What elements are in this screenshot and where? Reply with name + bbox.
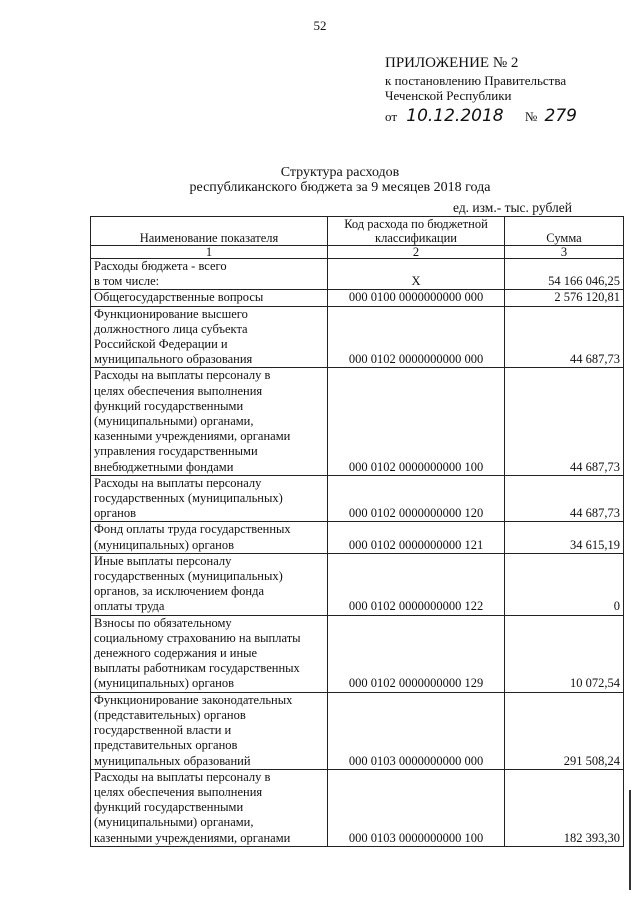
appendix-line-2: Чеченской Республики [385, 88, 512, 103]
table-row [91, 769, 624, 846]
table-row [91, 290, 624, 306]
row-code: 000 0100 0000000000 000 [328, 290, 505, 306]
document-title [0, 165, 640, 195]
row-sum: 182 393,30 [505, 769, 624, 846]
title-line-1: Структура расходов [280, 165, 400, 180]
row-code: 000 0103 0000000000 100 [328, 769, 505, 846]
header-sum: Сумма [505, 217, 624, 246]
title-line-2: республиканского бюджета за 9 месяцев 2018 года [189, 180, 491, 195]
header-code: Код расхода по бюджетной классификации [328, 217, 505, 246]
table-row [91, 259, 624, 290]
row-name: Расходы на выплаты персоналу в целях обеспечения выполнения функций государственными (муниципальными) органами, казенными учреждениями, органами управления государственными внебюджетными фондами [91, 368, 328, 475]
row-name: Взносы по обязательному социальному страхованию на выплаты денежного содержания и иные выплаты работникам государственных (муниципальных) органов [91, 615, 328, 692]
row-name: Расходы бюджета - всего в том числе: [91, 259, 328, 290]
row-code: 000 0102 0000000000 120 [328, 475, 505, 522]
units-label: ед. изм.- тыс. рублей [453, 200, 572, 215]
handwritten-number: 279 [544, 106, 577, 126]
row-name: Функционирование высшего должностного лица субъекта Российской Федерации и муниципального образования [91, 306, 328, 368]
appendix-title: ПРИЛОЖЕНИЕ № 2 [385, 55, 519, 71]
page-number: 52 [313, 18, 327, 33]
table-row [91, 553, 624, 615]
appendix-date-line [385, 106, 577, 126]
row-code: 000 0102 0000000000 122 [328, 553, 505, 615]
column-number: 2 [328, 246, 505, 259]
column-number-row [91, 246, 624, 259]
row-sum: 291 508,24 [505, 692, 624, 769]
table-row [91, 368, 624, 475]
row-sum: 54 166 046,25 [505, 259, 624, 290]
row-code: X [328, 259, 505, 290]
row-sum: 44 687,73 [505, 368, 624, 475]
row-code: 000 0102 0000000000 129 [328, 615, 505, 692]
row-name: Фонд оплаты труда государственных (муниципальных) органов [91, 522, 328, 553]
row-sum: 34 615,19 [505, 522, 624, 553]
appendix-block [385, 56, 577, 124]
row-code: 000 0102 0000000000 121 [328, 522, 505, 553]
row-code: 000 0102 0000000000 000 [328, 306, 505, 368]
table-row [91, 306, 624, 368]
row-name: Функционирование законодательных (представительных) органов государственной власти и представительных органов муниципальных образований [91, 692, 328, 769]
row-sum: 44 687,73 [505, 475, 624, 522]
row-name: Расходы на выплаты персоналу в целях обеспечения выполнения функций государственными (муниципальными) органами, казенными учреждениями, органами [91, 769, 328, 846]
table-row [91, 692, 624, 769]
appendix-line-1: к постановлению Правительства [385, 73, 567, 88]
scan-edge-line [629, 790, 631, 890]
row-sum: 0 [505, 553, 624, 615]
budget-table [90, 216, 624, 847]
column-number: 1 [91, 246, 328, 259]
row-sum: 44 687,73 [505, 306, 624, 368]
from-label: от [385, 109, 398, 124]
header-name: Наименование показателя [91, 217, 328, 246]
column-number: 3 [505, 246, 624, 259]
table-row [91, 522, 624, 553]
row-code: 000 0103 0000000000 000 [328, 692, 505, 769]
row-name: Общегосударственные вопросы [91, 290, 328, 306]
row-name: Иные выплаты персоналу государственных (муниципальных) органов, за исключением фонда оплаты труда [91, 553, 328, 615]
table-row [91, 615, 624, 692]
number-label: № [524, 109, 538, 124]
row-sum: 2 576 120,81 [505, 290, 624, 306]
table-header-row [91, 217, 624, 246]
row-name: Расходы на выплаты персоналу государственных (муниципальных) органов [91, 475, 328, 522]
table-row [91, 475, 624, 522]
row-sum: 10 072,54 [505, 615, 624, 692]
handwritten-date: 10.12.2018 [406, 106, 504, 126]
row-code: 000 0102 0000000000 100 [328, 368, 505, 475]
